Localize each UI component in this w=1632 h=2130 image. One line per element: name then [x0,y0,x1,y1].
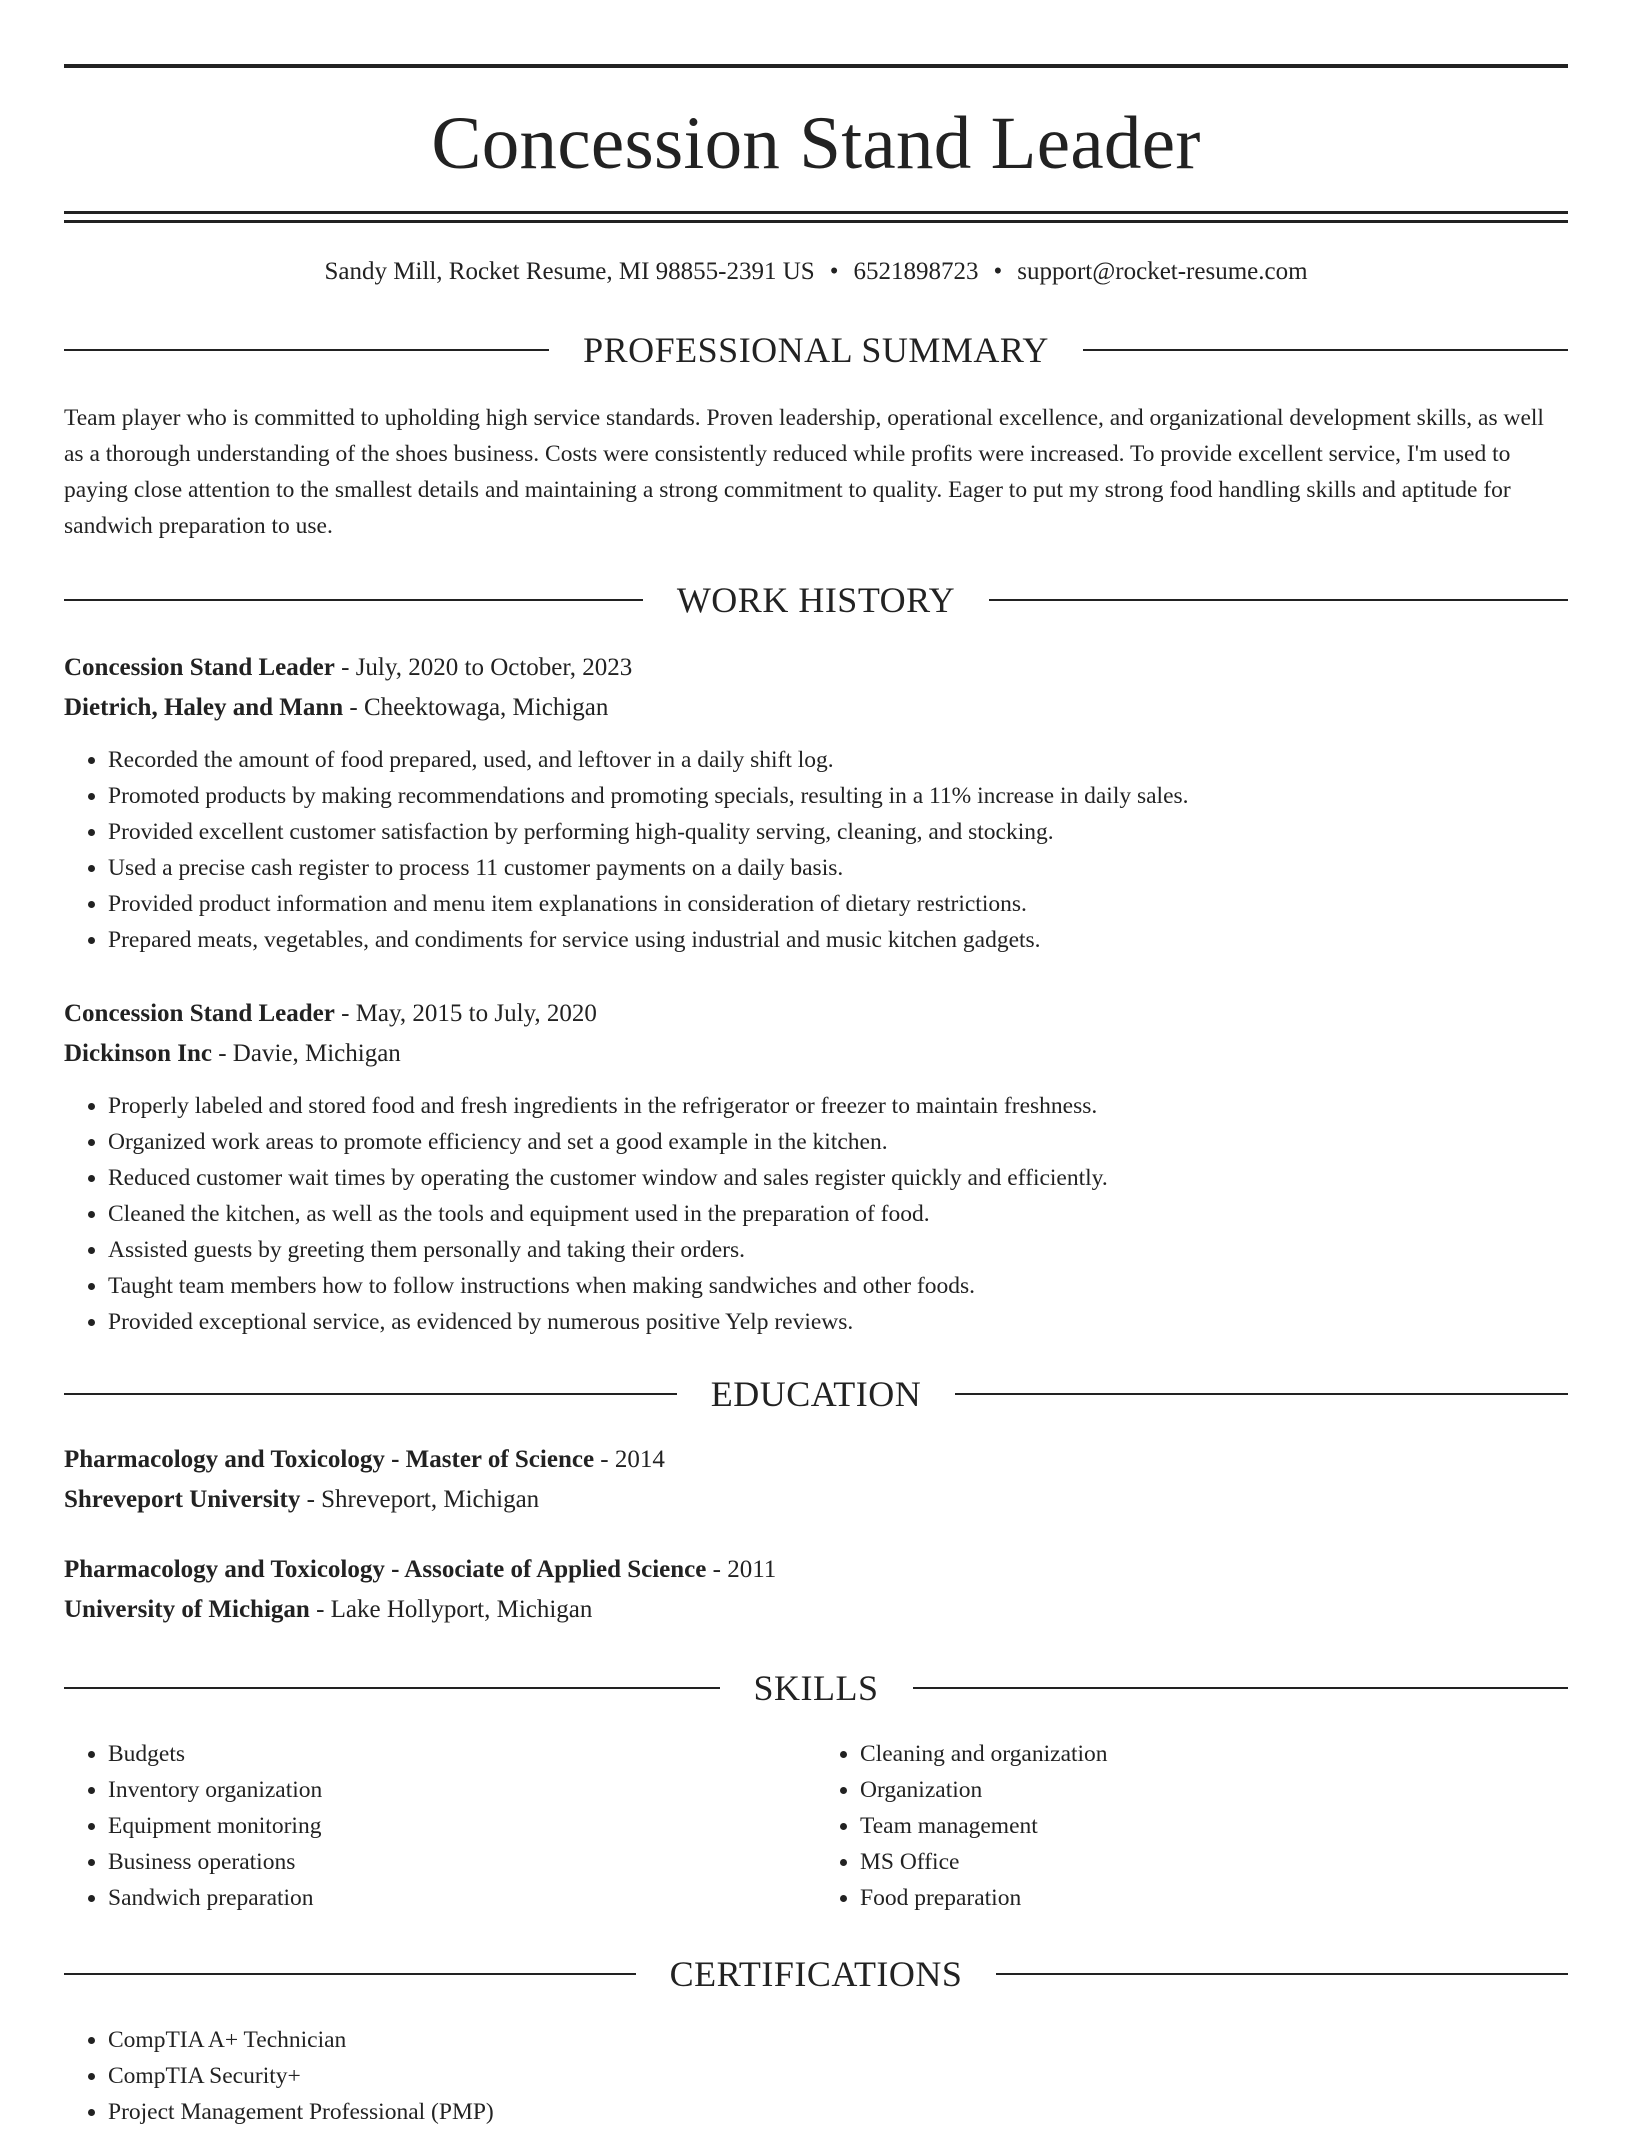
contact-separator: • [829,258,839,285]
section-title: CERTIFICATIONS [669,1954,963,1994]
contact-line [64,259,1568,284]
job-title-line [64,648,1568,688]
list-item: • Inventory organization [108,1772,816,1808]
section-header-work [64,582,1568,618]
job-location: - Davie, Michigan [211,1040,401,1067]
job-entry [64,994,1568,1340]
education-school: Shreveport University [64,1486,301,1513]
name-double-rule [64,211,1568,223]
list-item: • CompTIA A+ Technician [108,2022,1568,2058]
job-bullets [64,742,1568,958]
education-school: University of Michigan [64,1596,310,1623]
job-company: Dietrich, Haley and Mann [64,694,344,721]
job-title: Concession Stand Leader [64,654,335,681]
list-item: • Provided excellent customer satisfaction by performing high-quality serving, cleaning, and stocking. [108,814,1568,850]
skills-column-left [64,1736,816,1916]
education-year: - 2014 [594,1446,665,1473]
job-location: - Cheektowaga, Michigan [343,694,609,721]
certifications-list [64,2022,1568,2130]
list-item: • Cleaning and organization [860,1736,1568,1772]
education-degree: Pharmacology and Toxicology - Master of Science [64,1446,595,1473]
job-company-line [64,688,1568,728]
list-item: • Taught team members how to follow instructions when making sandwiches and other foods. [108,1268,1568,1304]
education-degree-line [64,1550,1568,1590]
list-item: • Food preparation [860,1880,1568,1916]
section-header-certifications [64,1956,1568,1992]
list-item: • Equipment monitoring [108,1808,816,1844]
education-degree-line [64,1440,1568,1480]
section-header-summary [64,332,1568,368]
list-item: • Provided exceptional service, as evidenced by numerous positive Yelp reviews. [108,1304,1568,1340]
list-item: • Sandwich preparation [108,1880,816,1916]
list-item: • Prepared meats, vegetables, and condiments for service using industrial and music kitchen gadgets. [108,922,1568,958]
list-item: • MS Office [860,1844,1568,1880]
job-title-line [64,994,1568,1034]
section-header-education [64,1376,1568,1412]
contact-phone: 6521898723 [853,258,979,285]
section-title: SKILLS [753,1668,879,1708]
job-dates: - July, 2020 to October, 2023 [334,654,633,681]
contact-address: Sandy Mill, Rocket Resume, MI 98855-2391 US [324,258,815,285]
job-bullets [64,1088,1568,1340]
section-header-skills [64,1670,1568,1706]
candidate-name: Concession Stand Leader [431,102,1201,185]
list-item: • Provided product information and menu item explanations in consideration of dietary restrictions. [108,886,1568,922]
skills-grid [64,1736,1568,1916]
list-item: • Budgets [108,1736,816,1772]
education-entry [64,1440,1568,1520]
list-item: • Assisted guests by greeting them personally and taking their orders. [108,1232,1568,1268]
list-item: • CompTIA Security+ [108,2058,1568,2094]
job-company-line [64,1034,1568,1074]
job-dates: - May, 2015 to July, 2020 [334,1000,597,1027]
education-degree: Pharmacology and Toxicology - Associate of Applied Science [64,1556,707,1583]
skills-column-right [816,1736,1568,1916]
education-location: - Lake Hollyport, Michigan [309,1596,593,1623]
summary-text: Team player who is committed to upholding high service standards. Proven leadership, operational excellence, and organizational development skills, as well as a thorough understanding of the shoes business. Costs were consistently reduced while profits were increased. To provide excellent service, I'm used to paying close attention to the smallest details and maintaining a strong commitment to quality. Eager to put my strong food handling skills and aptitude for sandwich preparation to use. [64,405,1544,539]
education-school-line [64,1480,1568,1520]
list-item: • Cleaned the kitchen, as well as the tools and equipment used in the preparation of food. [108,1196,1568,1232]
job-entry [64,648,1568,958]
list-item: • Team management [860,1808,1568,1844]
list-item: • Used a precise cash register to process 11 customer payments on a daily basis. [108,850,1568,886]
list-item: • Project Management Professional (PMP) [108,2094,1568,2130]
list-item: • Organization [860,1772,1568,1808]
education-year: - 2011 [706,1556,777,1583]
education-location: - Shreveport, Michigan [300,1486,540,1513]
list-item: • Recorded the amount of food prepared, used, and leftover in a daily shift log. [108,742,1568,778]
list-item: • Promoted products by making recommendations and promoting specials, resulting in a 11% increase in daily sales. [108,778,1568,814]
contact-email: support@rocket-resume.com [1017,258,1308,285]
job-company: Dickinson Inc [64,1040,212,1067]
job-title: Concession Stand Leader [64,1000,335,1027]
section-title: WORK HISTORY [676,580,956,620]
section-title: PROFESSIONAL SUMMARY [583,330,1049,370]
list-item: • Reduced customer wait times by operating the customer window and sales register quickly and efficiently. [108,1160,1568,1196]
education-school-line [64,1590,1568,1630]
contact-separator: • [993,258,1003,285]
list-item: • Business operations [108,1844,816,1880]
education-entry [64,1550,1568,1630]
top-rule [64,64,1568,68]
list-item: • Properly labeled and stored food and fresh ingredients in the refrigerator or freezer to maintain freshness. [108,1088,1568,1124]
list-item: • Organized work areas to promote efficiency and set a good example in the kitchen. [108,1124,1568,1160]
section-title: EDUCATION [710,1374,922,1414]
